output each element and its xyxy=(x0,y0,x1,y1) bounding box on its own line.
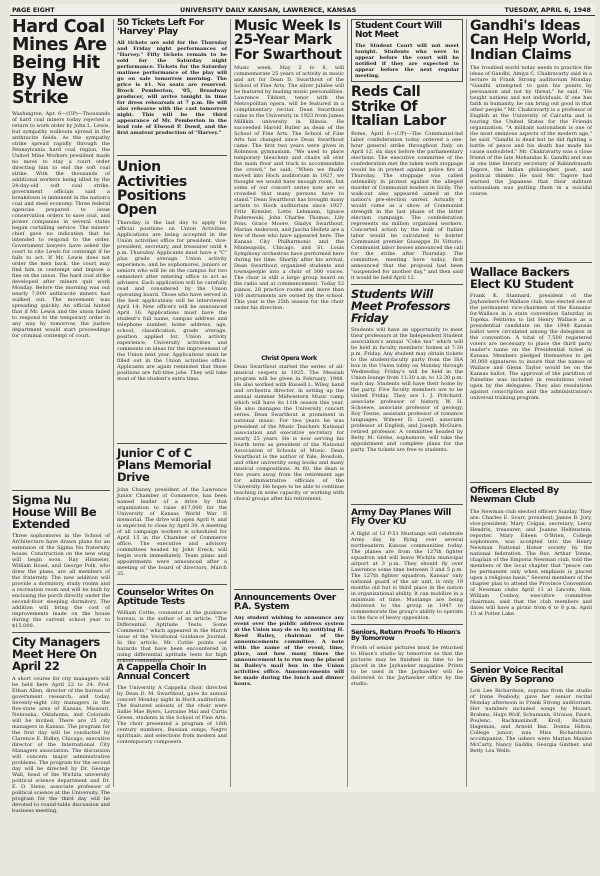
paper-name: UNIVERSITY DAILY KANSAN, LAWRENCE, KANSAS xyxy=(180,6,357,14)
issue-date: TUESDAY, APRIL 6, 1948 xyxy=(504,6,591,14)
article-students-professors: Students will have an opportunity to meet their professors at the Independent Student association's annual "Coke tea" which will be held in faculty members' homes at 7:30 p.m. Friday. Any student may obtain tickets to the student-faculty party from the ISA box in the Union lobby on Monday through Wednesday. Friday's will be held in the Union lounge from 11:30 a.m. to 12:30 p.m. each day. Students will have their home by the party. Five faculty members are to be visited Friday. They are I. J. Pritchard, associate professor of history, W. H. Schoewe, associate professor of geology, Roy Towne, assistant professor of romance languages, Wimeer D. Lovell, associate professor of English, and Joseph McGuire, retired professor. A committee headed by Betty M. Grebe, sophomore, will take the appointment and complete plans for the party. The tickets are free to students. xyxy=(351,327,463,454)
headline-italian-strike: Reds Call Strike Of Italian Labor xyxy=(351,84,446,129)
headline-hard-coal-mines: Hard Coal Mines Are Being Hit By New Strike xyxy=(12,17,107,109)
page-label: PAGE EIGHT xyxy=(12,6,55,14)
column-1 xyxy=(12,17,110,814)
article-cappella-choir: The University A Cappella choir, directed by Dean D. M. Swarthout, gave its annual concert Monday night in Hoch auditorium. The featured soloists of the choir were Sallie Mae Byers, Lorraine Mai and Curtis Green, students in the School of Fine Arts. The choir presented a program of 16th century numbers, Russian songs, Negro spirituals, and selections from modern and contemporary composers. xyxy=(117,685,227,746)
headline-army-day: Army Day Planes Will Fly Over KU xyxy=(351,508,451,528)
column-2 xyxy=(117,19,227,789)
headline-sigma-nu: Sigma Nu House Will Be Extended xyxy=(12,493,97,531)
headline-city-managers: City Managers Meet Here On April 22 xyxy=(12,635,100,673)
divider xyxy=(117,443,227,444)
divider xyxy=(12,632,110,633)
article-wallace-backers: Frank K. Stannard, president of the Jayhawkers-for-Wallace club, was elected one of the permanent vice-chairmen of the Kansans-for-Wallace in a state convention Saturday in Topeka. Petitions to list Henry Wallace as a presidential candidate on the 1948 Kansas ballot were circulated among the delegates at the convention. A total of 7,500 registered voters are necessary to place the third party leader's name on the Presidential ticket in Kansas. Members pledged themselves to get 30,000 signatures to insure that the names of Wallace and Glenn Taylor would be on the Kansas ballot. The approval of the partition of Palestine was included in resolutions voted upon by the delegates. They also resolutions against conscription and the administration's universal training program. xyxy=(470,293,592,402)
divider xyxy=(351,624,463,625)
article-harvey-tickets: All tickets are sold for the Thursday and Friday night performances of "Harvey." Fifty tickets remain to be sold for the Saturday night performance. Tickets for the Saturday matinee performance of the play will go on sale tomorrow morning. The price is $1. No seats are reserved. Brock Pemberton, '05, Broadway producer, will arrive tonight in time for dress rehearsals at 7 p.m. He will also rehearse with the cast tomorrow night. This will be the third appearance of Mr. Pemberton in the lead role of Elwood P. Dowd, and the first amateur production of "Harvey." xyxy=(117,40,227,137)
article-union-positions: Thursday is the last day to apply for official positions on Union Activities. Applications are being accepted in the Union activities office for president, vice-president, secretary, and treasurer until 4 p.m. Thursday. Applicants must have a "C" plus grade average. Union activity experience, and be sophomores, juniors or seniors who will be on the campus for two semesters after entering office to act as advisers. Each application will be carefully read and considered by the Union operating board. Those who have served in the best applications will be interviewed April 14. New officers will be announced April 16. Applications must have the student's full name, campus address and telephone number, home address, age, school, classification, grade average, position applied for, Union activity experience, University activities and comments on ideas for the improvement of the Union next year. Applications must be filled out in the Union activities office. Applicants are again reminded that these positions are full-time jobs. They will take most of the student's extra time. xyxy=(117,220,227,383)
headline-gandhi: Gandhi's Ideas Can Help World, Indian Claims xyxy=(470,18,592,63)
divider xyxy=(351,504,463,505)
boxed-notice-student-court xyxy=(351,19,463,82)
article-senior-proofs: Proofs of senior pictures must be returned to Hixon's studio by tomorrow so that the pictures may be finished in time to be placed in the Jayhawker magazine. Prints to be used in the Jayhawker will be delivered to the Jayhawker office by the studio. xyxy=(351,644,463,687)
article-gandhi: The troubled world today needs to practice the ideas of Gandhi, Amiya C. Chakravarty said in a lecture in Frank Strong auditorium Monday. "Gandhi attempted to gain his points by persuasion and not by threat," he said. "He taught nations and not individuals. If one has faith in humanity, he can bring out good in that other people." Mr. Chakravarty is a professor of English at the University of Calcutta and is touring the United States for the Friends organization. "A militant nationalism is one of the most ominious aspects of the modern age," he said. "Gandhi is dead but he did fighting a battle of peace and his death has made his cause undoubted." Mr. Chakravarty was a close friend of the late Mohandas K. Gandhi and was at one time literary secretary of Rabindranath Tagore, the Indian philosopher, poet, and political thinker. He said Mr. Tagore had warned the Japanese that their militant nationalism was putting them in a suicidal course. xyxy=(470,64,592,197)
column-3 xyxy=(234,19,344,789)
divider xyxy=(351,284,463,285)
article-voice-recital: Lois Lee Richardson, soprano from the studio of Irene Peabody, gave her senior recital Monday afternoon in Frank Strong auditorium. Her numbers included songs by Mozart, Brahms, Hugo Wolf, Schumann, Strauss, Fauré, Poulenc, Rachmaninoff, Kroll, Richard Hageman, and Arnold Bax. Donna Hilton, College junior, was Miss Richardson's accompanist. The ushers were Marian Maxine McCarty, Nancy Gaddis, Georgia Ginther, and Betty Lou Wells. xyxy=(470,687,592,754)
headline-student-court: Student Court Will Not Meet xyxy=(355,21,442,41)
article-city-managers: A short course for city managers will be held here April 22 to 24. Prof. Ethan Allen, director of the bureau of government research, and today. Seventy-eight city managers in the five-state area of Kansas, Missouri, Nebraska, Oklahoma, and Colorado will be invited. There are 25 city managers in Kansas. The program for the first day will be conducted by Clarence E. Ridley, Chicago, executive director of the International City Managers association. The discussion will concern major administrative problems. The program for the second day will be directed by Dr. George Wall, head of the Wichita university political science department and Dr. E. O. Stene, associate professor of political science at the University. The program for the third day will be devoted to round-table discussion and business meeting. xyxy=(12,675,110,814)
headline-counselor: Counselor Writes On Aptitude Tests xyxy=(117,587,214,607)
article-army-day: A flight of 12 P-51 Mustangs will celebrate Army day by flying over several northeastern Kansas communities today. The planes are from the 127th fighter squadron and will leave Wichita municipal airport at 3 p.m. They should fly over Lawrence some time between 3 and 5 p.m. The 127th fighter squadron, Kansas' only national guard of the air unit, is only 19 months old but is third place in the nation in organizational ability. It can mobilize in a minimum of time. Mustangs are being delivered to the group in 1947 to commemorate the group's ability to operate in the face of heavy opposition. xyxy=(351,530,463,621)
divider xyxy=(234,589,344,590)
headline-junior-cofc: Junior C of C Plans Memorial Drive xyxy=(117,446,212,484)
headline-students-professors: Students Will Meet Professors Friday xyxy=(351,287,451,325)
column-rule xyxy=(113,19,114,787)
article-italian-strike: Rome, April 6—(UP)—The Communist-led labor confederation today ordered a one-hour general strike throughout Italy on April 12, six days before the parliamentary elections. The executive committee of the confederation met the taken work stoppage would be in protest against police fire at Thursday. The stoppage was called ostensibly in protest against the alleged murder of Communist leaders in Sicily. The walk-out also appeared aimed at the nation's pre-election unrest. Actually it would come as a show of Communist strength in the last phase of the bitter election campaign. The confederation represents six million organized workers. Concerted action by the bulk of Italian labor would be calculated to bolster Communist premier Giuseppe Di Vittorio. Communist labor bosses announced the call for the strike after Thursday. The committee, meeting here today, first announced that the proposal had been "suspended for another day," and then said it would be held April 12. xyxy=(351,131,463,282)
headline-harvey-tickets: 50 Tickets Left For 'Harvey' Play xyxy=(117,18,204,38)
subhead-opera-work: Christ Opera Work xyxy=(261,354,317,362)
column-rule xyxy=(347,19,348,787)
divider xyxy=(117,155,227,156)
headline-voice-recital: Senior Voice Recital Given By Soprano xyxy=(470,665,564,685)
masthead xyxy=(10,4,595,16)
headline-wallace-backers: Wallace Backers Elect KU Student xyxy=(470,264,574,291)
headline-union-positions: Union Activities Positions Open xyxy=(117,159,187,219)
headline-music-week: Music Week Is 25-Year Mark For Swarthout xyxy=(234,18,342,63)
column-rule xyxy=(466,19,467,787)
divider xyxy=(117,584,227,585)
article-newman-club: The Newman club elected officers Sunday. They are: Charles E. Svarr, president; James B. Jory, vice-president; Mary Colgan, secretary; Leroy Hendrix, treasurer; and Joanne Helfenstein, reporter. Mary Eileen O'Brien, College sophomore, was accepted into the Henry Newman National Honor society by the national federation. The Rev. Arthur Tonne, chaplain of the Emporia Newman club, told the members of the local chapter that "peace can be permanent only when emphasis is placed upon a religious basis." Several members of the chapter plan to attend the Province Convention of Newman clubs April 11 at Lincoln, Neb. William Conboy, executive committee chairman, said that the club members and dates will have a picnic from 6 to 8 p.m. April 13 at Potter Lake. xyxy=(470,508,592,617)
headline-newman-club: Officers Elected By Newman Club xyxy=(470,486,559,506)
article-announcements: Any student wishing to announce any event over the public address system at the Union may do so by notifying H. Reed Bailey, chairman of the announcements committee. A note with the name of the event, time, place, and how many times the announcement is to run may be placed in Bailey's mail box in the Union activities office. Announcements will be made during the lunch and dinner hours. xyxy=(234,615,344,688)
headline-senior-proofs: Seniors, Return Proofs To Hixon's By Tomorrow xyxy=(351,627,461,643)
column-5 xyxy=(470,19,592,789)
article-music-week: Music week, May 2 to 8, will commemorate 25 years of activity in music and art for Dean D. Swarthout of the School of Fine Arts. The silver jubilee will be featured by leading music personalities. Lawrence Tibbett, tenor with the Metropolitan opera, will be featured in a complimentary recital. Dean Swarthout came to the University in 1923 from James Millikin university in Illinois. He succeeded Harold Butler as dean of the School of Fine Arts. The School of Fine Arts has changed since Dean Swarthout came. The first two years were given in Robinson gymnasium. "We used to place temporary bleachers and chairs all over the main floor and track to accommodate the crowd," he said. "When we finally moved into Hoch auditorium in 1927, we thought we would have enough room, but some of our concert series now are so crowded that many persons have to stand." Dean Swarthout has brought many artists to Hoch auditorium since 1927. Fritz Kreisler, Lotte Lehmann, Ignace Paderewski, John Charles Thomas, Lily Pons, Grace Moore, Gladys Swarthout, Marian Anderson, and Jascha Heifetz are a few of those who have appeared here. The Kansas City Philharmonic and the Minneapolis, Chicago, and St. Louis Symphony orchestras have performed here during his time. Shortly after his arrival, Dean Swarthout organized students and townspeople into a choir of 300 voices. The choir is still a large group heard on the radio and at commencement. Today 52 pianos, 28 practice rooms and more than 100 instruments are owned by the school. This year is the 25th season for the choir under his direction. xyxy=(234,64,344,311)
article-music-week-continued: Dean Swarthout started the series of all-musical vespers in 1925. The Messiah program will be given in February, 1948. He also worked with Russell L. Wiley, band and orchestra director, in setting up the annual summer Midwestern Music camp which will have its 11th season this year. He also manages the University concert series. Dean Swarthout is prominent in national music. For two years he was president of the Music Teachers National association and executive secretary for nearly 25 years. He is now serving his fourth term as president of the National Association of Schools of Music. Dean Swarthout is the author of Yale, Bowdoin, and other university song books and many musical compositions. At 60, the dean is two years away from the retirement age for administrative officials of the University. He hopes to be able to continue teaching in some capacity or working with choral groups after his retirement. xyxy=(234,363,344,502)
headline-cappella-choir: A Cappella Choir In Annual Concert xyxy=(117,662,207,683)
newspaper-page xyxy=(10,4,595,814)
column-4 xyxy=(351,19,463,789)
article-counselor: William Cottle, counselor at the guidance bureau, is the author of an article, "The Differential Aptitude Tests: Some Comments," which appeared in the March issue of the Vocational Guidance Journal. In the article, Mr. Cottle points out hazards that have been encountered in using differential aptitude tests for high school counseling. xyxy=(117,609,227,664)
article-junior-cofc: John Chaney, president of the Lawrence Junior Chamber of Commerce, has been named leader of a drive by that organization to raise $17,000 for the University of Kansas World War II memorial. The drive will open April 9, and is expected to close by April 30. A meeting of all campaign workers is scheduled for April 15 in the Chamber of Commerce office. The executive and advisory committees headed by John Ereck, will begin work immediately. Team plans and appointments were announced after a meeting of the board of directors, March 25. xyxy=(117,486,227,577)
divider xyxy=(470,482,592,483)
headline-announcements: Announcements Over P.A. System xyxy=(234,592,336,613)
article-sigma-nu: Three sophomores in the School of Architecture have drawn plans for an extension of the Sigma Nu fraternity house. Construction on the new wing will begin soon. Ray Hinmeier, William Rosel, and George Polk, who drew the plans, are all members of the fraternity. The new addition will provide a dormitory, study rooms and a recreation room and will be built by enclosing the porch directly under the second-floor sleeping dormitory. The addition will bring the cost of improvements made on the house during the current school year to $15,000. xyxy=(12,533,110,630)
column-rule xyxy=(230,19,231,787)
divider xyxy=(470,262,592,263)
article-hard-coal-mines: Washington, Apr. 6—(UP)—Thousands of hard coal miners today rejected a return to work order by John L. Lewis, but sympathy walkouts spread in the anthracite fields. As the sympathy strike spread rapidly through the Pennsylvania hard coal region, the United Mine Workers president made no move to stay a court order directing him to end the soft coal strike. With the thousands of additional workers being idled by the 24-day-old soft coal strike, government officials said a breakdown is imminent in the nation's coal and steel economy. Three federal agencies prepared to issue conservation orders to save coal, and power companies in several states began curtailing service. The miners' chief gave no indication that he intended to respond to the order. Government lawyers have asked the court to cite Lewis for contempt if he fails to act. If Mr. Lewis does not order the men back, the court may find him in contempt and impose a fine on the union. The hard coal strike developed after miners quit work Monday. Before the morning was out nearly 7,000 anthracite miners had walked out. The movement was spreading quickly. An official hinted that if Mr. Lewis and the union failed to respond to the temporary order in any way by tomorrow, the justice department would start proceedings for criminal contempt of court. xyxy=(12,111,110,340)
divider xyxy=(12,490,110,491)
article-student-court: The Student Court will not meet tonight. Students who were to appear before the court will be notified if they are expected to appear before the next regular meeting. xyxy=(355,43,459,80)
divider xyxy=(470,662,592,663)
